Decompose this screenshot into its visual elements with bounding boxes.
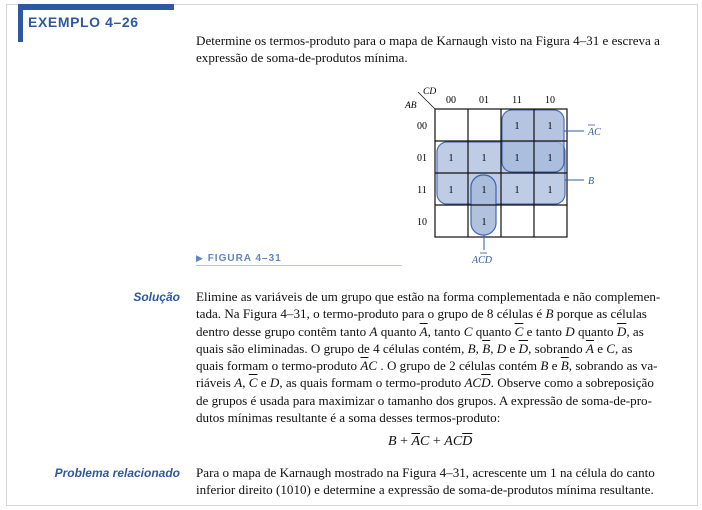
cell-value: 1 <box>514 121 520 132</box>
solution-line-8: dutos mínimas resultante é a soma desses termos-produto: <box>196 410 501 426</box>
figure-caption-rule <box>196 265 402 266</box>
figure-caption-text: FIGURA 4–31 <box>207 253 282 264</box>
label-ac: AC <box>588 127 601 138</box>
header-accent-bar <box>18 4 174 10</box>
cell-value: 1 <box>448 153 454 164</box>
cell-value: 1 <box>514 153 520 164</box>
related-problem-text <box>196 464 686 499</box>
solution-line-5: quais formam o termo-produto $\overline{A}C$ . O grupo de 2 células contém B e $\overline{B}$, sobrando as va- <box>196 358 658 374</box>
problem-line-1: Determine os termos-produto para o mapa de Karnaugh visto na Figura 4–31 e escreva a <box>196 33 660 48</box>
header-side-bar <box>18 4 23 42</box>
figure-caption <box>196 253 282 264</box>
problem-statement <box>196 32 660 67</box>
row-header: 11 <box>417 185 427 196</box>
solution-line-7: de grupos é usada para maximizar o tamanho dos grupos. A expressão de soma-de-pro- <box>196 392 652 408</box>
related-line-1: Para o mapa de Karnaugh mostrado na Figura 4–31, acrescente um 1 na célula do canto <box>196 465 655 480</box>
karnaugh-map-figure <box>400 80 610 270</box>
related-problem-label: Problema relacionado <box>54 466 180 480</box>
cell-value: 1 <box>481 153 487 164</box>
solution-line-2: tada. Na Figura 4–31, o termo-produto para o grupo de 8 células é B porque as células <box>196 306 647 322</box>
label-b: B <box>588 176 595 187</box>
col-header: 00 <box>446 95 456 106</box>
solution-line-4: quais são eliminadas. O grupo de 4 células contém, B, $\overline{B}$, D e $\overline{D}$, sobrando $\overline{A}$ e C, as <box>196 340 633 356</box>
col-header: 11 <box>512 95 522 106</box>
row-header: 01 <box>417 153 427 164</box>
sop-expression: $B + \overline{A}C + AC\overline{D}$ <box>388 434 473 449</box>
col-header: 01 <box>479 95 489 106</box>
caption-arrow-icon: ▶ <box>196 253 204 263</box>
solution-label: Solução <box>133 290 180 304</box>
var-cd-label: CD <box>423 87 437 97</box>
row-header: 00 <box>417 121 427 132</box>
var-ab-label: AB <box>405 101 417 111</box>
cell-value: 1 <box>547 121 553 132</box>
cell-value: 1 <box>514 185 520 196</box>
cell-value: 1 <box>547 153 553 164</box>
solution-text <box>196 288 686 426</box>
col-header: 10 <box>545 95 555 106</box>
solution-line-1: Elimine as variáveis de um grupo que estão na forma complementada e não complemen- <box>196 289 661 304</box>
label-acd: ACD <box>472 255 492 266</box>
cell-value: 1 <box>481 217 487 228</box>
problem-line-2: expressão de soma-de-produtos mínima. <box>196 50 408 66</box>
example-title: EXEMPLO 4–26 <box>28 14 139 30</box>
solution-line-6: riáveis A, $\overline{C}$ e D, as quais formam o termo-produto $AC\overline{D}$. Observe como a sobreposição <box>196 375 654 391</box>
related-line-2: inferior direito (1010) e determine a expressão de soma-de-produtos mínima resultante. <box>196 482 654 498</box>
solution-line-3: dentro desse grupo contêm tanto A quanto $\overline{A}$, tanto C quanto $\overline{C}$ e tanto D quanto $\overline{D}$, as <box>196 323 644 339</box>
cell-value: 1 <box>481 185 487 196</box>
cell-value: 1 <box>448 185 454 196</box>
cell-value: 1 <box>547 185 553 196</box>
row-header: 10 <box>417 217 427 228</box>
